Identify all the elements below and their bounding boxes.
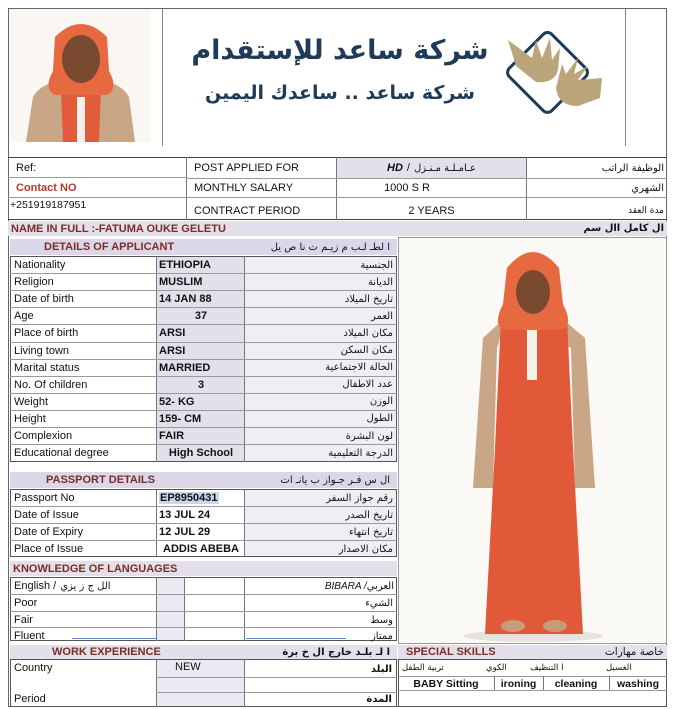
salary-label: MONTHLY SALARY <box>194 182 294 194</box>
applicant-field-label: Educational degree <box>14 447 109 460</box>
contact-value: +251919187951 <box>10 199 87 211</box>
passport-field-label: Passport No <box>14 492 75 504</box>
contract-label: CONTRACT PERIOD <box>194 205 301 217</box>
skill-item: washing <box>616 677 659 690</box>
applicant-field-label: Height <box>14 412 46 425</box>
country-label-ar: البلد <box>370 663 392 675</box>
english-label-en: English / <box>14 580 57 592</box>
skill-item: BABY Sitting <box>413 677 479 690</box>
passport-field-label: Date of Issue <box>14 509 79 521</box>
applicant-field-value: ARSI <box>159 344 186 357</box>
applicant-field-label: Age <box>14 310 34 323</box>
arabic-label-en: BIBARA / <box>324 580 367 592</box>
passport-field-label-ar: تاريخ الصدر <box>345 509 393 521</box>
full-name-label-ar: ال كامل اال سم <box>583 223 664 234</box>
applicant-field-value: ARSI <box>159 327 186 340</box>
language-level-label: Fair <box>14 614 33 626</box>
language-level-label-ar: الشيء <box>365 597 393 609</box>
applicant-field-label: Marital status <box>14 361 80 374</box>
work-title-ar: ا لـ بلـد خارج ال خ برة <box>282 646 390 658</box>
skills-title-ar: خاصة مهارات <box>604 646 664 658</box>
post-label-ar: الوظيفة الراتب <box>601 162 664 174</box>
applicant-field-value: 159- CM <box>159 412 202 425</box>
applicant-field-value: 52- KG <box>159 395 195 408</box>
skill-label-ar: الغسيل <box>606 662 632 673</box>
contract-value: 2 YEARS <box>408 205 455 217</box>
passport-field-label-ar: مكان الاصدار <box>338 543 393 555</box>
salary-label-ar: الشهري <box>631 182 664 194</box>
applicant-field-value: FAIR <box>159 430 185 442</box>
passport-field-value-text: ADDIS ABEBA <box>163 543 239 555</box>
applicant-field-label: Date of birth <box>14 293 74 306</box>
full-name-label: NAME IN FULL :-FATUMA OUKE GELETU <box>11 222 226 235</box>
contract-label-ar: مدة العقد <box>628 206 664 216</box>
period-label: Period <box>14 693 46 705</box>
applicant-field-label-ar: مكان الميلاد <box>343 327 393 339</box>
work-title: WORK EXPERIENCE <box>52 646 161 658</box>
skill-label-ar: تربية الطفل <box>402 662 444 673</box>
company-slogan-ar: شركة ساعد .. ساعدك اليمين <box>205 82 475 104</box>
english-label-ar: الل ج ز يزي <box>60 580 111 592</box>
post-value-sep: / <box>406 162 410 174</box>
applicant-field-label: Place of birth <box>14 327 79 340</box>
applicant-field-value: High School <box>168 447 234 460</box>
passport-title: PASSPORT DETAILS <box>46 474 155 486</box>
post-value-ar: عـامـلـة مـنـزل <box>413 162 476 174</box>
post-value-en: HD <box>387 162 403 174</box>
arabic-label <box>320 579 394 593</box>
applicant-field-value: 3 <box>197 378 205 391</box>
language-level-label-ar: ممتاز <box>370 630 393 642</box>
salary-value: 1000 S R <box>384 182 430 194</box>
applicant-field-label-ar: الجنسية <box>360 259 393 271</box>
skills-title: SPECIAL SKILLS <box>406 646 496 658</box>
applicant-field-value: ETHIOPIA <box>159 259 211 271</box>
applicant-field-label: Religion <box>14 276 54 289</box>
applicant-field-label-ar: الحالة الاجتماعية <box>325 362 393 374</box>
skill-item: ironing <box>500 677 537 690</box>
passport-field-label-ar: تاريخ انتهاء <box>348 526 393 538</box>
contact-label: Contact NO <box>16 182 77 194</box>
skill-label-ar: الكوي <box>486 662 507 673</box>
english-label <box>14 579 111 593</box>
language-level-label: Fluent <box>14 630 45 642</box>
passport-field-value <box>159 490 219 506</box>
languages-title: KNOWLEDGE OF LANGUAGES <box>13 562 178 575</box>
ref-label: Ref: <box>16 162 37 174</box>
passport-field-value <box>159 507 210 523</box>
applicant-field-label: No. Of children <box>14 378 88 391</box>
applicant-field-label-ar: لون البشرة <box>345 430 393 442</box>
applicant-title-ar: ا لطـ لـب م زيـم ت نا ص يل <box>270 241 390 253</box>
portrait-photo <box>11 9 151 142</box>
arabic-label-ar: العربي <box>366 580 394 592</box>
languages-section-header <box>10 561 397 576</box>
company-name-ar: شركة ساعد للإستقدام <box>191 35 489 66</box>
period-label-ar: المدة <box>366 693 392 705</box>
applicant-field-label-ar: الطول <box>366 413 393 425</box>
skill-label-ar: ا التنظيف <box>530 662 564 673</box>
applicant-title: DETAILS OF APPLICANT <box>44 241 175 253</box>
applicant-field-label-ar: عدد الاطفال <box>342 379 393 391</box>
passport-field-value <box>159 524 210 540</box>
language-level-label-ar: وسط <box>370 614 393 626</box>
applicant-field-label: Complexion <box>14 430 73 442</box>
full-body-photo <box>398 237 667 644</box>
passport-field-value-text: EP8950431 <box>160 492 218 504</box>
applicant-field-value: MARRIED <box>159 361 211 374</box>
applicant-field-label-ar: تاريخ الميلاد <box>344 293 393 305</box>
applicant-field-label: Nationality <box>14 259 66 271</box>
post-value <box>337 158 526 178</box>
applicant-field-label: Weight <box>14 395 49 408</box>
passport-title-ar: ال س فـر جـواز ب يانـ ات <box>280 474 390 486</box>
applicant-field-value: MUSLIM <box>159 276 203 289</box>
country-value: NEW <box>175 661 201 673</box>
applicant-field-label-ar: الدرجة التعليمية <box>328 447 393 459</box>
language-level-label: Poor <box>14 597 38 609</box>
applicant-field-label-ar: الوزن <box>369 396 393 408</box>
passport-field-value <box>159 541 243 557</box>
skill-item: cleaning <box>554 677 598 690</box>
passport-field-label: Date of Expiry <box>14 526 84 538</box>
country-label: Country <box>14 662 53 674</box>
passport-field-label: Place of Issue <box>14 543 84 555</box>
applicant-field-label-ar: مكان السكن <box>340 345 393 356</box>
passport-field-value-text: 13 JUL 24 <box>159 509 211 521</box>
applicant-field-value: 37 <box>194 310 208 323</box>
applicant-field-label-ar: العمر <box>371 310 393 322</box>
applicant-field-label: Living town <box>14 344 70 357</box>
helping-hands-logo-icon <box>496 18 614 136</box>
passport-field-label-ar: رقم جواز السفر <box>326 492 393 504</box>
passport-field-value-text: 12 JUL 29 <box>159 526 211 538</box>
post-label: POST APPLIED FOR <box>194 162 299 174</box>
applicant-field-label-ar: الديانة <box>367 276 393 288</box>
applicant-field-value: 14 JAN 88 <box>159 293 212 306</box>
